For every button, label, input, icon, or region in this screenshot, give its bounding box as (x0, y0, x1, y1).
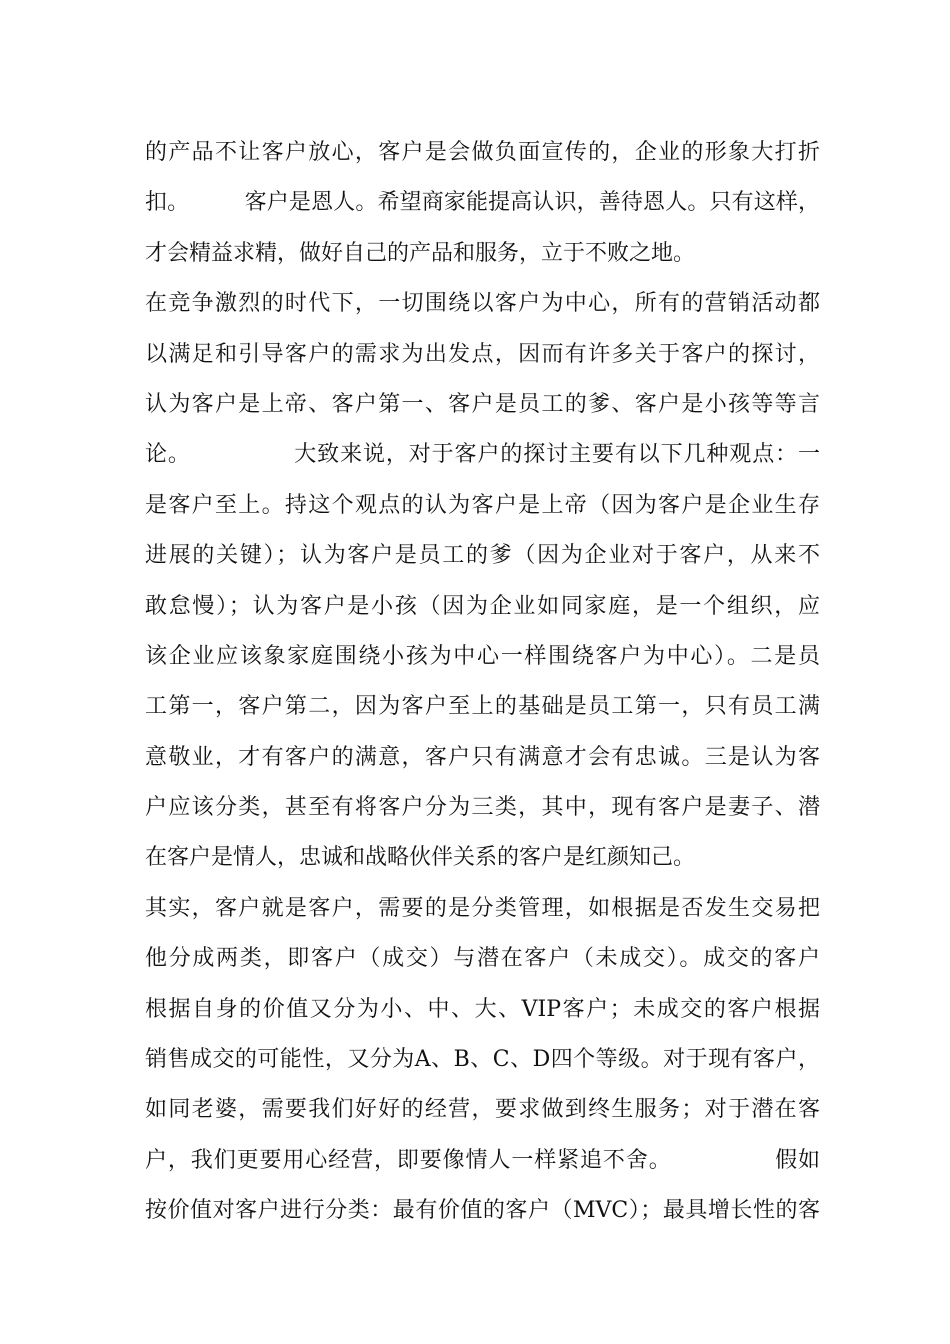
text-line: 如同老婆，需要我们好好的经营，要求做到终生服务；对于潜在客 (145, 1097, 820, 1123)
text-line: 意敬业，才有客户的满意，客户只有满意才会有忠诚。三是认为客 (145, 744, 820, 770)
text-line: 他分成两类，即客户（成交）与潜在客户（未成交）。成交的客户 (145, 946, 820, 972)
text-line: 以满足和引导客户的需求为出发点，因而有许多关于客户的探讨， (145, 341, 820, 367)
text-line: 论。 大致来说，对于客户的探讨主要有以下几种观点：一 (145, 442, 820, 468)
text-line: 根据自身的价值又分为小、中、大、VIP客户；未成交的客户根据 (145, 996, 820, 1022)
text-line: 才会精益求精，做好自己的产品和服务，立于不败之地。 (145, 240, 696, 266)
text-line: 销售成交的可能性，又分为A、B、C、D四个等级。对于现有客户， (145, 1047, 820, 1073)
text-line: 户应该分类，甚至有将客户分为三类，其中，现有客户是妻子、潜 (145, 795, 820, 821)
text-line: 该企业应该象家庭围绕小孩为中心一样围绕客户为中心）。二是员 (145, 643, 820, 669)
text-line: 扣。 客户是恩人。希望商家能提高认识，善待恩人。只有这样， (145, 190, 820, 216)
text-line: 在客户是情人，忠诚和战略伙伴关系的客户是红颜知己。 (145, 845, 696, 871)
text-line: 在竞争激烈的时代下，一切围绕以客户为中心，所有的营销活动都 (145, 291, 820, 317)
text-line: 按价值对客户进行分类：最有价值的客户（MVC）；最具增长性的客 (145, 1198, 820, 1224)
text-line: 工第一，客户第二，因为客户至上的基础是员工第一，只有员工满 (145, 694, 820, 720)
text-line: 户，我们更要用心经营，即要像情人一样紧追不舍。 假如 (145, 1147, 820, 1173)
text-line: 进展的关键）；认为客户是员工的爹（因为企业对于客户，从来不 (145, 543, 820, 569)
text-line: 敢怠慢）；认为客户是小孩（因为企业如同家庭，是一个组织，应 (145, 593, 820, 619)
text-line: 是客户至上。持这个观点的认为客户是上帝（因为客户是企业生存 (145, 492, 820, 518)
text-line: 其实，客户就是客户，需要的是分类管理，如根据是否发生交易把 (145, 895, 820, 921)
text-line: 的产品不让客户放心，客户是会做负面宣传的，企业的形象大打折 (145, 140, 820, 165)
text-line: 认为客户是上帝、客户第一、客户是员工的爹、客户是小孩等等言 (145, 391, 820, 417)
body-text (145, 128, 820, 1237)
